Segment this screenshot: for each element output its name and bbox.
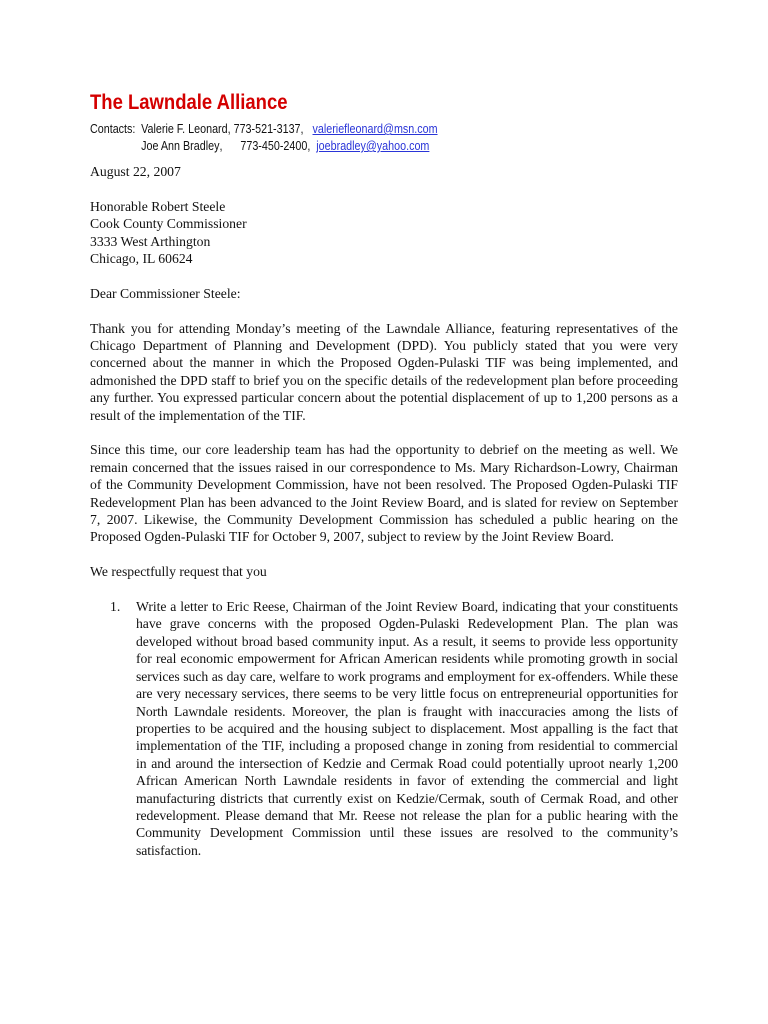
- list-item-text: Write a letter to Eric Reese, Chairman of the Joint Review Board, indicating that your constituents have grave concerns with the proposed Ogden-Pulaski Redevelopment Plan. The plan was developed without broad based community input. As a result, it seems to provide less opportunity for real economic empowerment for African American residents while promoting growth in social services such as day care, welfare to work programs and employment for ex-offenders. While these are very necessary services, there seems to be very little focus on entrepreneurial opportunities for North Lawndale residents. Moreover, the plan is fraught with inaccuracies among the lists of properties to be acquired and the housing subject to displacement. Most appalling is the fact that implementation of the TIF, including a proposed change in zoning from residential to commercial in and around the intersection of Kedzie and Cermak Road could potentially uproot nearly 1,200 African American North Lawndale residents in favor of extending the commercial and light manufacturing districts that currently exist on Kedzie/Cermak, south of Cermak Road, and other redevelopment. Please demand that Mr. Reese not release the plan for a public hearing with the Community Development Commission until these issues are resolved to the community’s satisfaction.: [136, 599, 678, 858]
- recipient-line: Chicago, IL 60624: [90, 251, 193, 267]
- body-paragraph: Thank you for attending Monday’s meeting of the Lawndale Alliance, featuring representatives of the Chicago Department of Planning and Development (DPD). You publicly stated that you were very concerned about the manner in which the Proposed Ogden-Pulaski TIF was being implemented, and admonished the DPD staff to brief you on the specific details of the redevelopment plan before proceeding any further. You expressed particular concern about the potential displacement of up to 1,200 persons as a result of the implementation of the TIF.: [90, 320, 678, 423]
- contact-phone: 773-450-2400: [240, 139, 308, 153]
- contact-name: Valerie F. Leonard: [141, 122, 228, 136]
- letter-body: [90, 163, 678, 859]
- organization-title: The Lawndale Alliance: [90, 91, 288, 114]
- recipient-line: 3333 West Arthington: [90, 233, 211, 249]
- recipient-line: Honorable Robert Steele: [90, 198, 226, 214]
- contacts-block: [90, 121, 438, 155]
- recipient-line: Cook County Commissioner: [90, 216, 247, 232]
- contacts-label: Contacts:: [90, 122, 136, 136]
- request-list: [90, 598, 678, 859]
- salutation: Dear Commissioner Steele:: [90, 285, 241, 301]
- contact-row: Joe Ann Bradley, 773-450-2400, joebradley@yahoo.com: [141, 139, 430, 153]
- list-item: [90, 598, 678, 859]
- list-number: 1.: [110, 599, 121, 615]
- contact-name: Joe Ann Bradley: [141, 139, 220, 153]
- request-intro: We respectfully request that you: [90, 564, 267, 580]
- letter-date: August 22, 2007: [90, 164, 181, 179]
- contact-email-link[interactable]: joebradley@yahoo.com: [316, 139, 430, 153]
- body-paragraph: Since this time, our core leadership team has had the opportunity to debrief on the meeting as well. We remain concerned that the issues raised in our correspondence to Ms. Mary Richardson-Lowry, Chairman of the Community Development Commission, have not been resolved. The Proposed Ogden-Pulaski TIF Redevelopment Plan has been advanced to the Joint Review Board, and is slated for review on September 7, 2007. Likewise, the Community Development Commission has scheduled a public hearing on the Proposed Ogden-Pulaski TIF for October 9, 2007, subject to review by the Joint Review Board.: [90, 442, 678, 545]
- contact-phone: 773-521-3137: [233, 122, 301, 136]
- contact-email-link[interactable]: valeriefleonard@msn.com: [312, 122, 438, 136]
- contact-row: Contacts: Valerie F. Leonard, 773-521-3137, valeriefleonard@msn.com: [90, 122, 438, 136]
- recipient-address: [90, 198, 678, 268]
